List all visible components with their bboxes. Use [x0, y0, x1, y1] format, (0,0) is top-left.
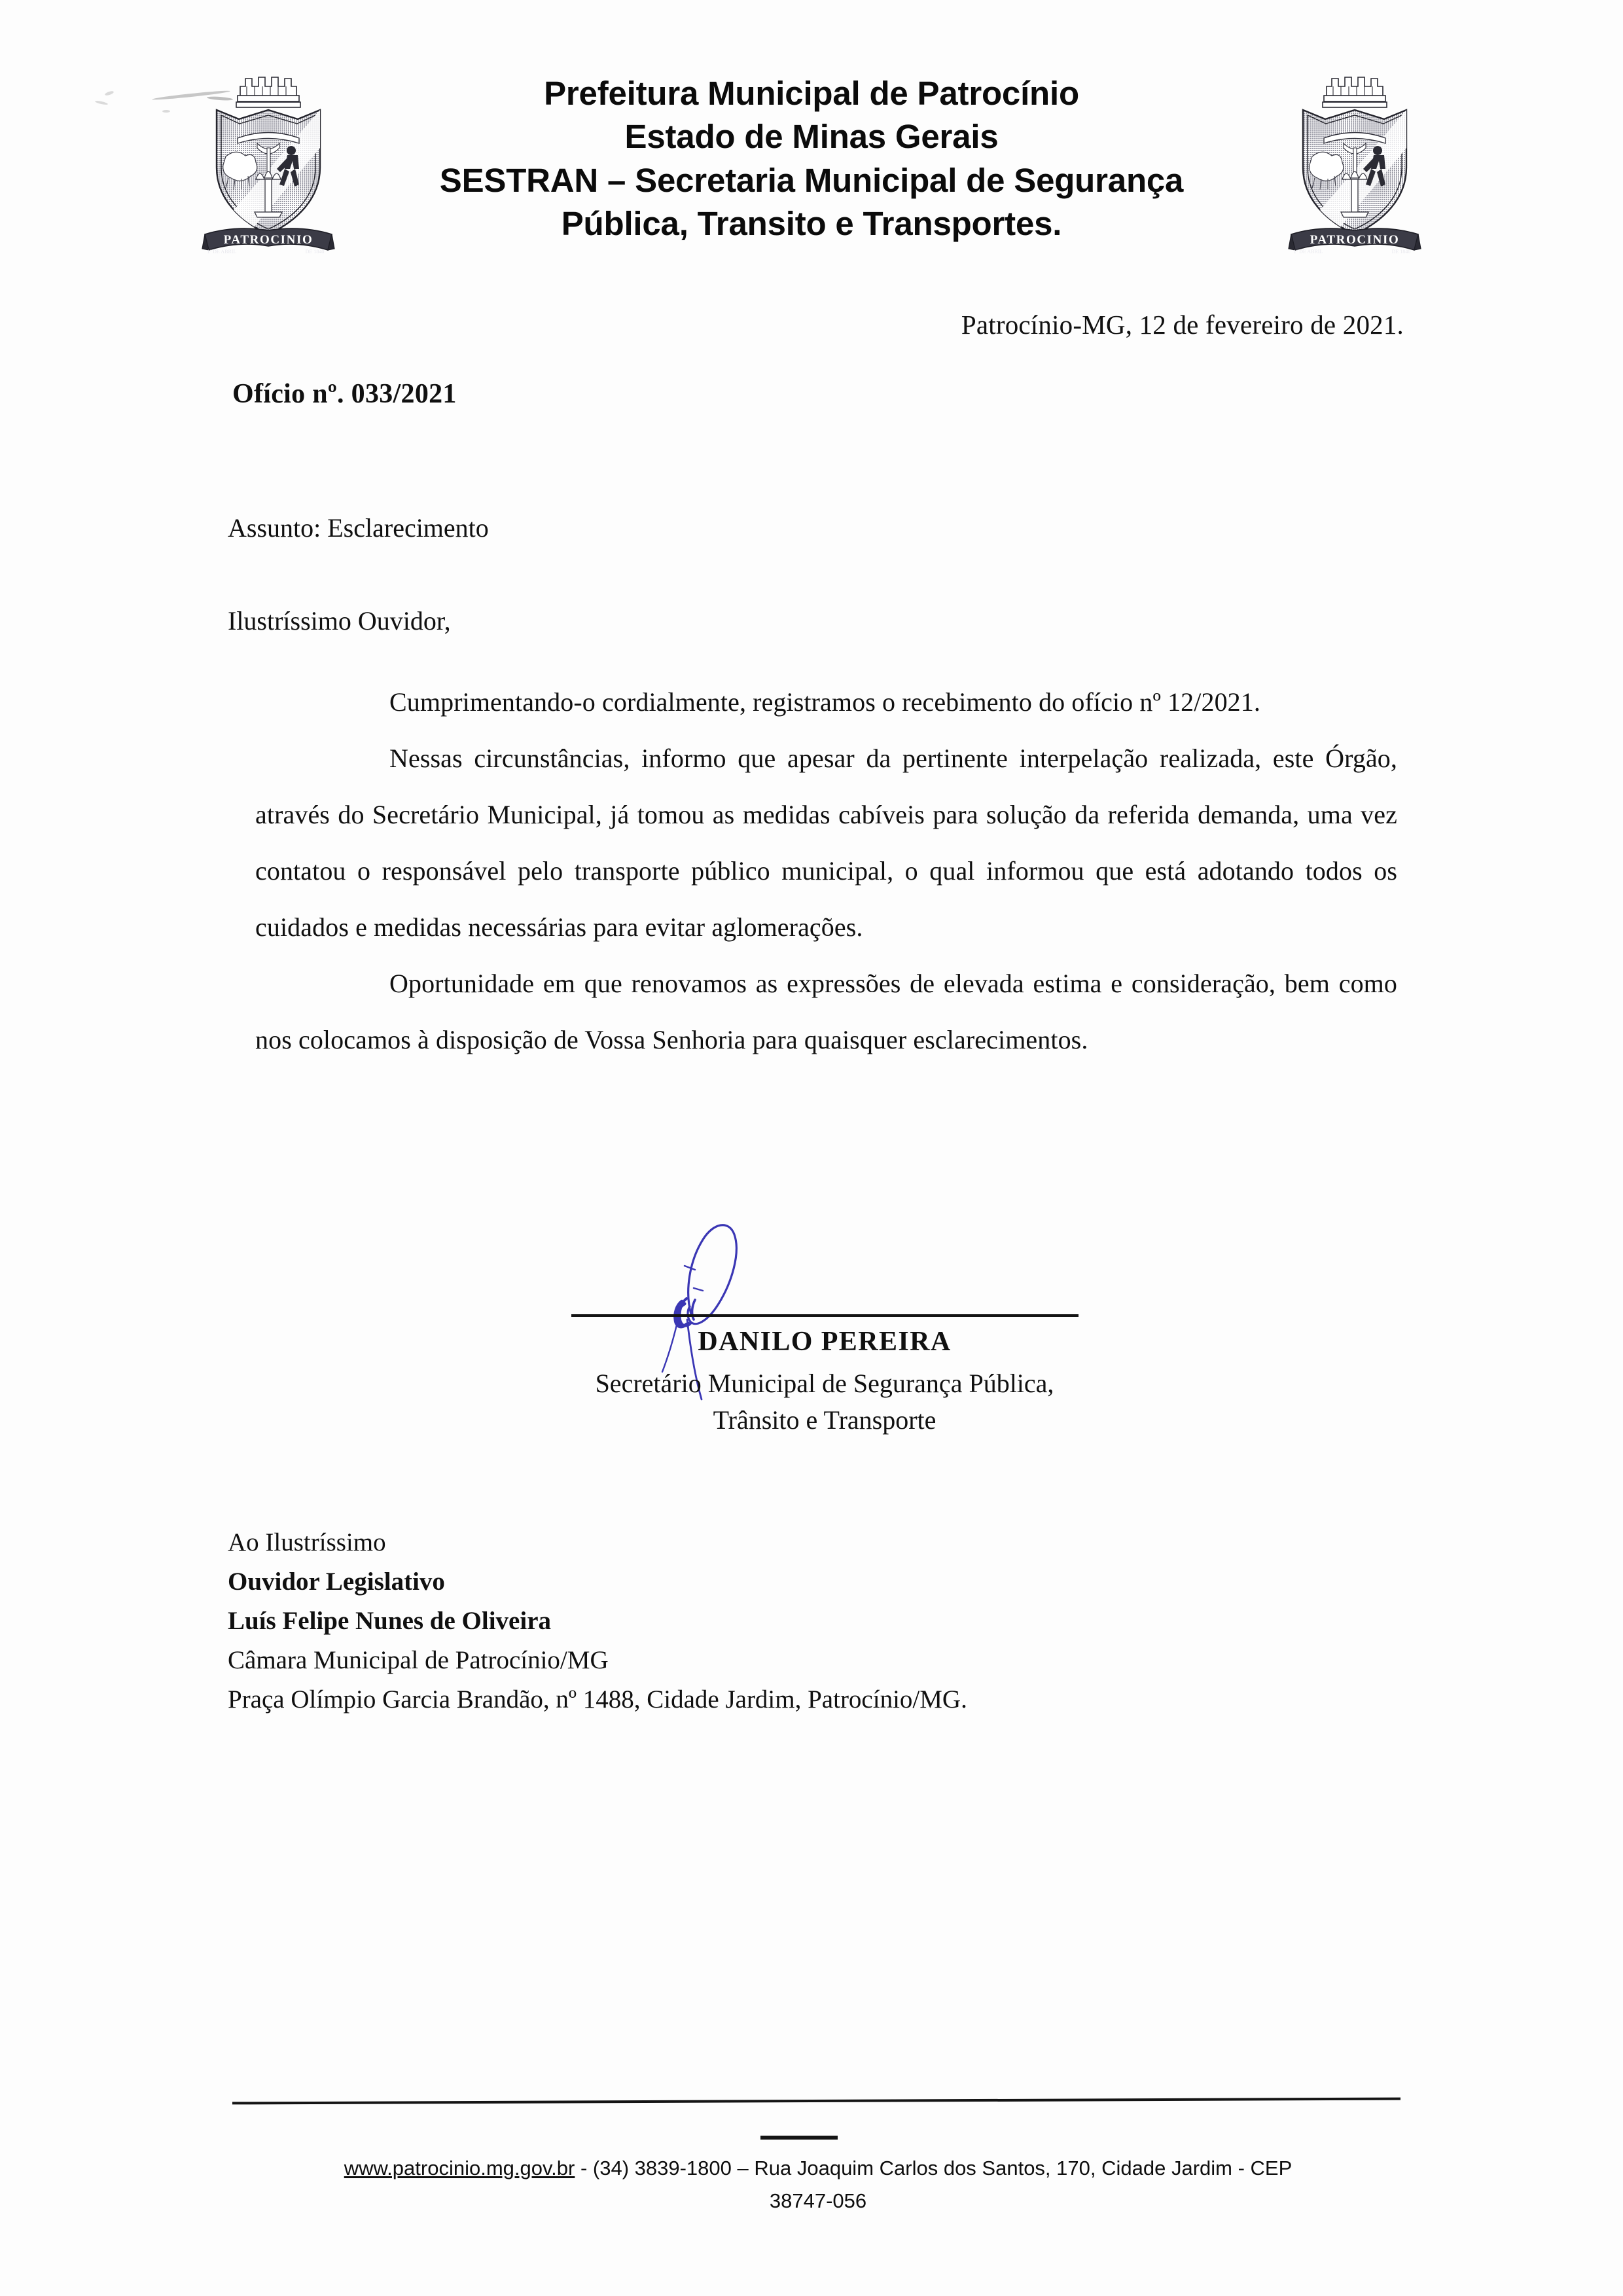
- footer-line-2: 38747-056: [769, 2189, 867, 2212]
- letterhead-titles: [363, 63, 1260, 245]
- letterhead: [0, 63, 1623, 266]
- footer-line-1: [232, 2152, 1404, 2185]
- footer-short-dash: [760, 2136, 838, 2140]
- recipient-name: Luís Felipe Nunes de Oliveira: [228, 1607, 552, 1635]
- letterhead-line-1: Prefeitura Municipal de Patrocínio: [544, 75, 1079, 112]
- recipient-block: [228, 1523, 967, 1719]
- footer-contact-text: - (34) 3839-1800 – Rua Joaquim Carlos dos Santos, 170, Cidade Jardim - CEP: [575, 2157, 1293, 2179]
- recipient-line-1: Ao Ilustríssimo: [228, 1528, 386, 1556]
- salutation: Ilustríssimo Ouvidor,: [228, 606, 451, 636]
- signatory-role-line-1: Secretário Municipal de Segurança Pública,: [595, 1369, 1054, 1398]
- patrocinio-coat-of-arms-icon: [1286, 69, 1423, 266]
- signatory-name: DANILO PEREIRA: [698, 1327, 952, 1357]
- recipient-title: Ouvidor Legislativo: [228, 1568, 445, 1596]
- svg-text:1º DE ABRIL: 1º DE ABRIL: [207, 249, 237, 255]
- letterhead-line-3: SESTRAN – Secretaria Municipal de Segurança: [439, 161, 1184, 199]
- date-line: Patrocínio-MG, 12 de fevereiro de 2021.: [961, 310, 1404, 340]
- svg-text:1º DE ABRIL: 1º DE ABRIL: [1293, 249, 1323, 255]
- patrocinio-coat-of-arms-icon: [200, 69, 337, 266]
- footer: [232, 2152, 1404, 2217]
- subject-line: Assunto: Esclarecimento: [228, 513, 489, 543]
- signatory-role: [510, 1365, 1139, 1439]
- signature-block: [510, 1219, 1139, 1435]
- recipient-address: Praça Olímpio Garcia Brandão, nº 1488, Cidade Jardim, Patrocínio/MG.: [228, 1685, 967, 1713]
- svg-text:DE 1840: DE 1840: [1391, 249, 1411, 255]
- letterhead-line-2: Estado de Minas Gerais: [624, 118, 999, 156]
- oficio-number: Ofício nº. 033/2021: [232, 379, 457, 409]
- recipient-organization: Câmara Municipal de Patrocínio/MG: [228, 1646, 609, 1674]
- body-paragraph: Oportunidade em que renovamos as expressões de elevada estima e consideração, bem como nos colocamos à disposição de Vossa Senhoria para quaisquer esclarecimentos.: [255, 969, 1397, 1054]
- svg-text:PATROCINIO: PATROCINIO: [223, 233, 313, 247]
- signature-rule: [571, 1314, 1079, 1317]
- signatory-role-line-2: Trânsito e Transporte: [713, 1405, 936, 1435]
- footer-website-link[interactable]: www.patrocinio.mg.gov.br: [344, 2157, 575, 2179]
- svg-text:PATROCINIO: PATROCINIO: [1310, 233, 1400, 247]
- letterhead-line-4: Pública, Transito e Transportes.: [561, 204, 1062, 242]
- svg-text:DE 1840: DE 1840: [305, 249, 325, 255]
- footer-divider: [232, 2098, 1400, 2105]
- body-paragraph: Nessas circunstâncias, informo que apesar da pertinente interpelação realizada, este Órgão, através do Secretário Municipal, já tomou as medidas cabíveis para solução da referida demanda, uma vez contatou o responsável pelo transporte público municipal, o qual informou que está adotando todos os cuidados e medidas necessárias para evitar aglomerações.: [255, 744, 1397, 942]
- body-paragraph: Cumprimentando-o cordialmente, registramos o recebimento do ofício nº 12/2021.: [389, 687, 1260, 717]
- letter-body: [255, 674, 1397, 1068]
